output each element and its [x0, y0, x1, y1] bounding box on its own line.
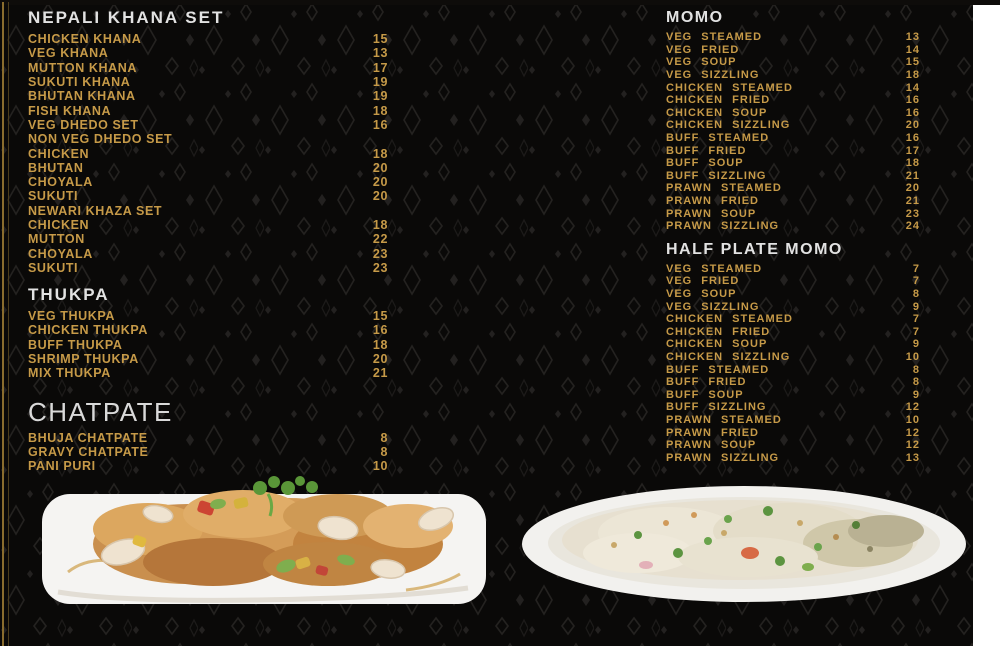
menu-item-price: 20 [372, 160, 388, 175]
menu-item-name: SUKUTI [28, 189, 79, 204]
menu-subheader-row [28, 204, 388, 218]
menu-item-name: CHICKEN SOUP [666, 106, 768, 119]
menu-item-name: BUFF SIZZLING [666, 169, 767, 182]
menu-item-row [28, 366, 388, 380]
menu-item-row [666, 132, 920, 145]
frame-gold-border-outer [2, 2, 4, 646]
menu-item-row [28, 32, 388, 46]
menu-item-name: BUFF SOUP [666, 388, 744, 401]
menu-item-row [666, 388, 920, 401]
menu-item-name: CHICKEN SIZZLING [666, 350, 791, 363]
menu-item-price: 13 [905, 451, 920, 464]
menu-item-row [666, 81, 920, 94]
menu-item-price: 8 [912, 376, 920, 389]
menu-item-name: VEG KHANA [28, 46, 109, 61]
menu-item-row [666, 94, 920, 107]
section-chatpate [28, 397, 388, 474]
frame-gold-border-inner [8, 2, 9, 646]
menu-item-row [28, 118, 388, 132]
menu-item-price: 8 [912, 287, 920, 300]
menu-item-name: BHUTAN KHANA [28, 89, 136, 104]
menu-item-price: 16 [372, 117, 388, 132]
menu-item-row [666, 119, 920, 132]
menu-item-name: BUFF STEAMED [666, 132, 770, 145]
menu-item-row [666, 414, 920, 427]
menu-item-price: 8 [380, 430, 388, 445]
menu-item-name: VEG SIZZLING [666, 300, 760, 313]
menu-item-row [666, 338, 920, 351]
menu-item-price: 7 [912, 313, 920, 326]
menu-item-price: 7 [912, 262, 920, 275]
menu-item-name: PRAWN SIZZLING [666, 451, 780, 464]
menu-item-name: PRAWN FRIED [666, 195, 759, 208]
section-thukpa [28, 285, 388, 380]
menu-item-row [666, 220, 920, 233]
menu-item-row [666, 376, 920, 389]
menu-item-row [666, 451, 920, 464]
menu-item-row [666, 182, 920, 195]
menu-item-name: VEG THUKPA [28, 309, 116, 324]
menu-item-name: VEG SOUP [666, 287, 737, 300]
menu-item-price: 8 [380, 444, 388, 459]
menu-item-name: CHICKEN SOUP [666, 338, 768, 351]
section-title: HALF PLATE MOMO [666, 240, 843, 258]
menu-item-row [28, 89, 388, 103]
menu-item-row [28, 431, 388, 445]
menu-item-name: CHICKEN [28, 218, 90, 232]
fried-dish-photo [38, 474, 490, 614]
menu-item-price: 17 [905, 144, 920, 157]
menu-item-name: SUKUTI KHANA [28, 75, 131, 90]
menu-item-name: CHICKEN STEAMED [666, 81, 793, 94]
menu-item-name: SHRIMP THUKPA [28, 352, 139, 367]
menu-item-price: 9 [912, 338, 920, 351]
menu-item-price: 16 [372, 323, 388, 338]
menu-item-row [28, 146, 388, 160]
menu-item-row [666, 300, 920, 313]
menu-item-name: VEG STEAMED [666, 262, 763, 275]
menu-item-price: 24 [905, 220, 920, 233]
menu-item-name: CHICKEN SIZZLING [666, 119, 791, 132]
frame-top-line [0, 0, 1000, 5]
menu-item-name: VEG FRIED [666, 275, 740, 288]
menu-item-name: NEWARI KHAZA SET [28, 203, 163, 218]
menu-item-name: CHICKEN THUKPA [28, 323, 148, 338]
menu-item-price: 22 [372, 232, 388, 247]
menu-item-row [666, 207, 920, 220]
menu-item-name: VEG DHEDO SET [28, 117, 139, 132]
menu-item-name: MIX THUKPA [28, 366, 111, 381]
menu-item-price: 18 [372, 337, 388, 352]
menu-item-price: 20 [905, 119, 920, 132]
menu-item-name: CHOYALA [28, 246, 93, 261]
menu-item-name: BUFF SOUP [666, 157, 744, 170]
menu-item-row [28, 218, 388, 232]
menu-item-price: 16 [905, 132, 920, 145]
menu-item-price: 9 [912, 388, 920, 401]
menu-item-row [28, 445, 388, 459]
menu-item-name: VEG FRIED [666, 43, 740, 56]
menu-item-price: 12 [905, 401, 920, 414]
menu-item-price: 23 [372, 246, 388, 261]
menu-item-row [28, 161, 388, 175]
menu-item-row [28, 46, 388, 60]
menu-item-price: 16 [905, 94, 920, 107]
menu-column-right [666, 8, 920, 464]
menu-item-row [28, 232, 388, 246]
menu-item-price: 18 [905, 69, 920, 82]
section-title: CHATPATE [28, 396, 173, 427]
menu-item-price: 20 [372, 352, 388, 367]
menu-item-price: 20 [372, 175, 388, 190]
menu-item-price: 15 [372, 309, 388, 324]
menu-item-name: BHUTAN [28, 160, 84, 175]
menu-item-name: BUFF STEAMED [666, 363, 770, 376]
menu-item-price: 19 [372, 75, 388, 90]
menu-item-row [666, 144, 920, 157]
menu-item-row [28, 459, 388, 473]
menu-item-name: CHICKEN STEAMED [666, 313, 793, 326]
menu-item-row [666, 288, 920, 301]
menu-item-price: 12 [905, 439, 920, 452]
menu-subheader-row [28, 132, 388, 146]
menu-item-name: PRAWN SOUP [666, 207, 757, 220]
menu-item-price: 20 [905, 182, 920, 195]
menu-item-row [666, 275, 920, 288]
menu-item-price: 12 [905, 426, 920, 439]
menu-item-price: 19 [372, 89, 388, 104]
menu-item-name: PRAWN FRIED [666, 426, 759, 439]
menu-item-name: BUFF FRIED [666, 376, 747, 389]
menu-item-row [28, 261, 388, 275]
menu-item-row [28, 189, 388, 203]
menu-item-price: 13 [905, 31, 920, 44]
menu-item-name: BHUJA CHATPATE [28, 430, 148, 445]
menu-item-name: SUKUTI [28, 260, 79, 275]
menu-item-row [666, 31, 920, 44]
menu-item-row [666, 363, 920, 376]
menu-item-name: GRAVY CHATPATE [28, 444, 149, 459]
menu-column-left [28, 8, 388, 473]
menu-item-row [666, 439, 920, 452]
menu-item-row [666, 44, 920, 57]
menu-item-price: 14 [905, 43, 920, 56]
menu-item-price: 7 [912, 325, 920, 338]
menu-item-name: PRAWN STEAMED [666, 182, 782, 195]
menu-item-row [28, 338, 388, 352]
section-momo [666, 8, 920, 233]
menu-item-row [28, 323, 388, 337]
menu-item-price: 18 [372, 218, 388, 232]
menu-item-row [28, 175, 388, 189]
menu-item-price: 9 [912, 300, 920, 313]
menu-item-name: CHICKEN FRIED [666, 94, 771, 107]
page-white-margin-right [973, 5, 1000, 650]
menu-item-price: 15 [372, 32, 388, 47]
section-half-plate-momo [666, 240, 920, 465]
menu-item-name: VEG SIZZLING [666, 69, 760, 82]
menu-item-name: VEG STEAMED [666, 31, 763, 44]
menu-item-row [28, 75, 388, 89]
menu-item-row [666, 401, 920, 414]
menu-item-price: 13 [372, 46, 388, 61]
menu-item-row [666, 426, 920, 439]
menu-item-price: 21 [905, 195, 920, 208]
menu-item-price: 18 [372, 146, 388, 161]
menu-item-name: PANI PURI [28, 459, 96, 474]
menu-item-price: 16 [905, 106, 920, 119]
menu-item-name: NON VEG DHEDO SET [28, 132, 173, 147]
menu-item-price: 23 [372, 260, 388, 275]
menu-item-price: 7 [912, 275, 920, 288]
section-title: THUKPA [28, 285, 110, 305]
menu-item-price: 21 [905, 169, 920, 182]
menu-item-row [666, 195, 920, 208]
fried-rice-photo [518, 483, 970, 605]
menu-item-price: 23 [905, 207, 920, 220]
menu-item-name: PRAWN SOUP [666, 439, 757, 452]
menu-item-price: 10 [905, 413, 920, 426]
section-title: MOMO [666, 9, 724, 26]
menu-item-row [666, 313, 920, 326]
menu-item-row [666, 157, 920, 170]
menu-item-price: 20 [372, 189, 388, 204]
menu-item-name: BUFF SIZZLING [666, 401, 767, 414]
menu-item-row [666, 170, 920, 183]
menu-item-row [666, 107, 920, 120]
menu-item-row [28, 352, 388, 366]
menu-item-name: CHICKEN KHANA [28, 32, 142, 47]
menu-item-price: 18 [905, 157, 920, 170]
menu-item-name: CHICKEN [28, 146, 90, 161]
menu-item-row [666, 325, 920, 338]
menu-item-row [666, 69, 920, 82]
menu-item-name: CHOYALA [28, 175, 93, 190]
menu-item-price: 14 [905, 81, 920, 94]
page-white-margin-bottom [0, 646, 1000, 650]
menu-item-row [28, 246, 388, 260]
menu-item-name: MUTTON KHANA [28, 60, 138, 75]
menu-item-row [28, 61, 388, 75]
menu-item-row [666, 351, 920, 364]
menu-item-price: 21 [372, 366, 388, 381]
menu-item-price: 10 [372, 459, 388, 474]
menu-item-price: 15 [905, 56, 920, 69]
menu-item-name: BUFF THUKPA [28, 337, 123, 352]
menu-item-name: FISH KHANA [28, 103, 112, 118]
menu-item-name: BUFF FRIED [666, 144, 747, 157]
menu-item-row [28, 309, 388, 323]
menu-item-name: MUTTON [28, 232, 85, 247]
section-nepali-khana-set [28, 8, 388, 275]
menu-item-price: 18 [372, 103, 388, 118]
menu-item-name: PRAWN SIZZLING [666, 220, 780, 233]
menu-item-name: PRAWN STEAMED [666, 413, 782, 426]
menu-item-name: VEG SOUP [666, 56, 737, 69]
menu-item-price: 10 [905, 350, 920, 363]
menu-item-row [28, 103, 388, 117]
menu-item-price: 17 [372, 60, 388, 75]
section-title: NEPALI KHANA SET [28, 8, 225, 27]
menu-item-row [666, 263, 920, 276]
menu-item-name: CHICKEN FRIED [666, 325, 771, 338]
menu-item-price: 8 [912, 363, 920, 376]
menu-item-row [666, 56, 920, 69]
